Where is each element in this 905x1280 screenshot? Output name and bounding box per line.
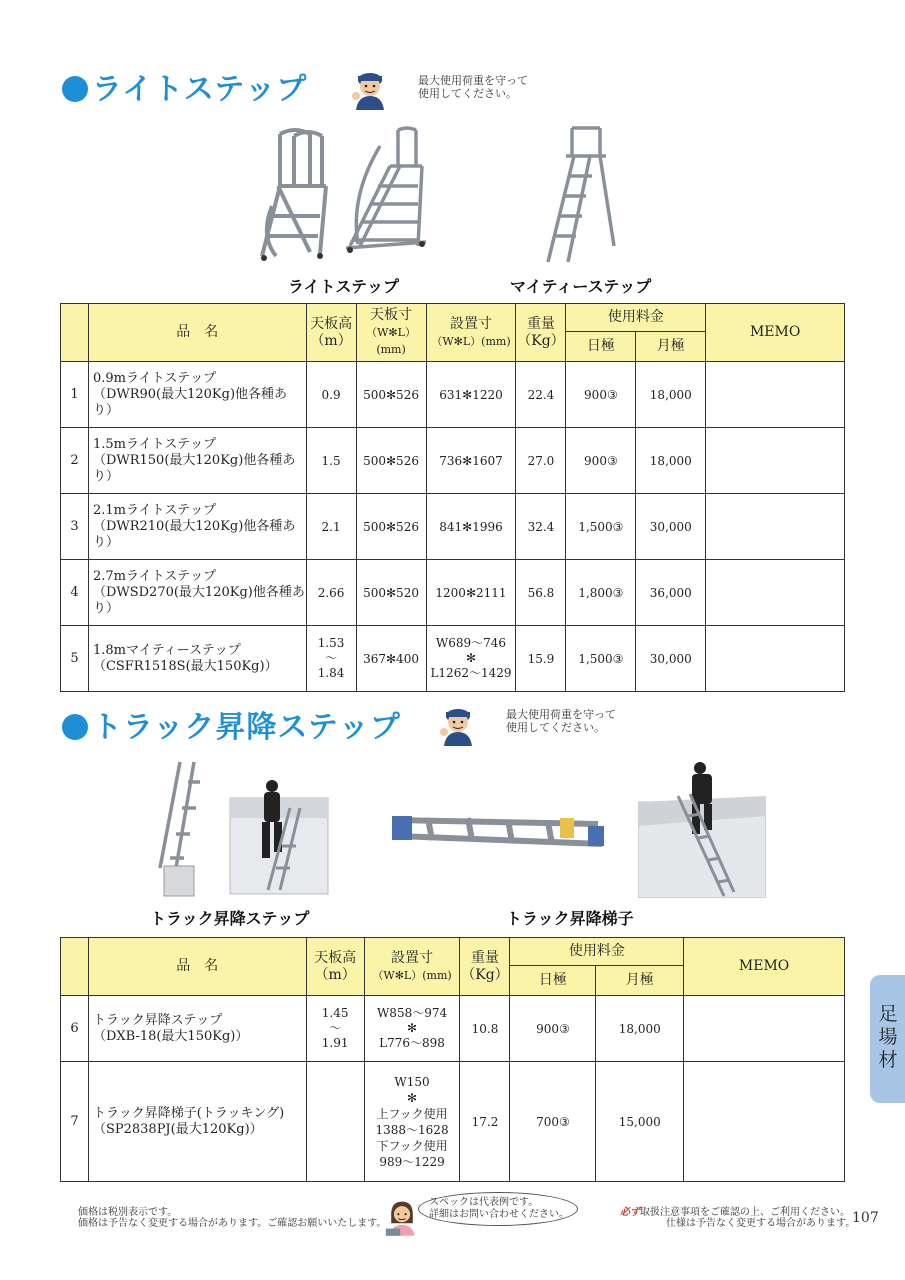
category-side-tab[interactable]	[870, 975, 905, 1103]
table-row	[61, 560, 845, 626]
setting-value: 736✻1607	[426, 428, 516, 494]
header-daily: 日極	[566, 332, 636, 362]
board-value: 500✻526	[356, 494, 426, 560]
worker-mascot-icon	[438, 702, 478, 746]
truck-step-illustration	[150, 758, 330, 898]
board-value: 500✻526	[356, 362, 426, 428]
memo-cell	[684, 1062, 845, 1182]
daily-price: 1,500③	[566, 626, 636, 692]
table-row	[61, 996, 845, 1062]
setting-value: 841✻1996	[426, 494, 516, 560]
header-daily: 日極	[510, 966, 596, 996]
row-number: 1	[61, 362, 89, 428]
memo-cell	[706, 494, 845, 560]
monthly-price: 18,000	[636, 362, 706, 428]
product-name: 2.7mライトステップ （DWSD270(最大120Kg)他各種あり）	[88, 560, 306, 626]
header-rental: 使用料金	[510, 938, 684, 966]
height-value: 1.45 〜 1.91	[306, 996, 364, 1062]
bullet-dot-icon	[62, 714, 88, 740]
product-name: 0.9mライトステップ （DWR90(最大120Kg)他各種あり）	[88, 362, 306, 428]
board-value: 500✻526	[356, 428, 426, 494]
header-memo: MEMO	[706, 304, 845, 362]
header-board: 天板寸 （W✻L）(mm)	[356, 304, 426, 362]
daily-price: 1,500③	[566, 494, 636, 560]
header-rental: 使用料金	[566, 304, 706, 332]
daily-price: 900③	[510, 996, 596, 1062]
category-side-tab-label: 足 場 材	[878, 1003, 898, 1071]
section-title-truck-step: トラック昇降ステップ	[62, 702, 401, 746]
memo-cell	[706, 428, 845, 494]
weight-value: 56.8	[516, 560, 566, 626]
header-name: 品 名	[88, 938, 306, 996]
truck-ladder-illustration	[638, 756, 766, 898]
table-row	[61, 626, 845, 692]
table-row	[61, 1062, 845, 1182]
weight-value: 17.2	[460, 1062, 510, 1182]
worker-mascot-icon	[350, 66, 390, 110]
header-height: 天板高 （m）	[306, 304, 356, 362]
header-weight: 重量 （Kg）	[516, 304, 566, 362]
row-number: 4	[61, 560, 89, 626]
height-value: 2.66	[306, 560, 356, 626]
header-no	[61, 304, 89, 362]
daily-price: 700③	[510, 1062, 596, 1182]
header-weight: 重量 （Kg）	[460, 938, 510, 996]
height-value: 2.1	[306, 494, 356, 560]
footer-left-notes: 価格は税別表示です。 価格は予告なく変更する場合があります。ご確認お願いいたします。	[78, 1207, 387, 1229]
memo-cell	[684, 996, 845, 1062]
height-value: 0.9	[306, 362, 356, 428]
setting-value: W150 ✻ 上フック使用 1388〜1628 下フック使用 989〜1229	[364, 1062, 460, 1182]
setting-value: W858〜974 ✻ L776〜898	[364, 996, 460, 1062]
daily-price: 1,800③	[566, 560, 636, 626]
caption-truck-ladder: トラック昇降梯子	[506, 909, 634, 928]
header-no	[61, 938, 89, 996]
caption-truck-step: トラック昇降ステップ	[150, 909, 310, 928]
light-step-illustration	[250, 126, 440, 262]
row-number: 3	[61, 494, 89, 560]
page-number: 107	[852, 1210, 879, 1226]
spec-bubble-text: スペックは代表例です。 詳細はお問い合わせください。	[429, 1197, 569, 1220]
memo-cell	[706, 560, 845, 626]
height-value: 1.53 〜 1.84	[306, 626, 356, 692]
header-monthly: 月極	[596, 966, 684, 996]
board-value: 367✻400	[356, 626, 426, 692]
memo-cell	[706, 362, 845, 428]
setting-value: W689〜746 ✻ L1262〜1429	[426, 626, 516, 692]
max-load-note-2: 最大使用荷重を守って 使用してください。	[506, 708, 616, 734]
header-memo: MEMO	[684, 938, 845, 996]
weight-value: 27.0	[516, 428, 566, 494]
monthly-price: 18,000	[636, 428, 706, 494]
memo-cell	[706, 626, 845, 692]
light-step-spec-table	[60, 303, 845, 692]
header-setting: 設置寸 （W✻L）(mm)	[426, 304, 516, 362]
row-number: 2	[61, 428, 89, 494]
height-value: 1.5	[306, 428, 356, 494]
monthly-price: 15,000	[596, 1062, 684, 1182]
table-row	[61, 494, 845, 560]
row-number: 6	[61, 996, 89, 1062]
row-number: 7	[61, 1062, 89, 1182]
product-name: トラック昇降ステップ （DXB-18(最大150Kg)）	[88, 996, 306, 1062]
caption-light-step: ライトステップ	[288, 277, 400, 296]
product-name: 2.1mライトステップ （DWR210(最大120Kg)他各種あり）	[88, 494, 306, 560]
header-height: 天板高 （m）	[306, 938, 364, 996]
mighty-step-illustration	[538, 126, 628, 266]
table-row	[61, 428, 845, 494]
caption-mighty-step: マイティーステップ	[510, 277, 652, 296]
setting-value: 1200✻2111	[426, 560, 516, 626]
max-load-note-1: 最大使用荷重を守って 使用してください。	[418, 74, 528, 100]
header-monthly: 月極	[636, 332, 706, 362]
monthly-price: 30,000	[636, 494, 706, 560]
setting-value: 631✻1220	[426, 362, 516, 428]
operator-mascot-icon	[384, 1196, 420, 1236]
weight-value: 15.9	[516, 626, 566, 692]
header-setting: 設置寸 （W✻L）(mm)	[364, 938, 460, 996]
header-name: 品 名	[88, 304, 306, 362]
daily-price: 900③	[566, 362, 636, 428]
footer-right-notes: 必ず取扱注意事項をご確認の上、ご利用ください。 仕様は予告なく変更する場合があります。	[620, 1207, 856, 1229]
truck-step-spec-table	[60, 937, 845, 1182]
weight-value: 22.4	[516, 362, 566, 428]
monthly-price: 36,000	[636, 560, 706, 626]
height-value	[306, 1062, 364, 1182]
product-name: トラック昇降梯子(トラッキング) （SP2838PJ(最大120Kg)）	[88, 1062, 306, 1182]
product-name: 1.5mライトステップ （DWR150(最大120Kg)他各種あり）	[88, 428, 306, 494]
product-name: 1.8mマイティーステップ （CSFR1518S(最大150Kg)）	[88, 626, 306, 692]
row-number: 5	[61, 626, 89, 692]
weight-value: 32.4	[516, 494, 566, 560]
section-title-light-step: ライトステップ	[62, 64, 307, 108]
weight-value: 10.8	[460, 996, 510, 1062]
table-row	[61, 362, 845, 428]
truck-ladder-closed-illustration	[388, 800, 610, 856]
monthly-price: 30,000	[636, 626, 706, 692]
board-value: 500✻520	[356, 560, 426, 626]
monthly-price: 18,000	[596, 996, 684, 1062]
daily-price: 900③	[566, 428, 636, 494]
bullet-dot-icon	[62, 76, 88, 102]
